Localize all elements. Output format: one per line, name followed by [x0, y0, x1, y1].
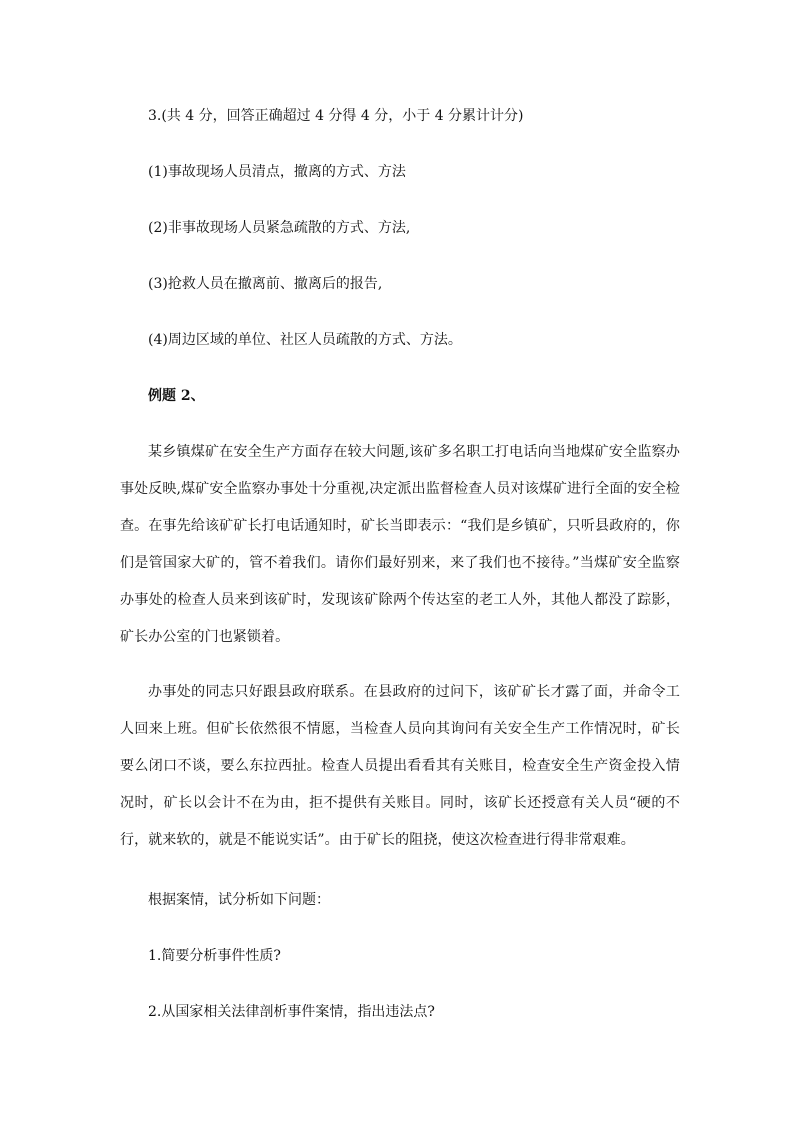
- case-paragraph-2: 办事处的同志只好跟县政府联系。在县政府的过问下，该矿矿长才露了面，并命令工人回来上班。但矿长依然很不情愿，当检查人员向其询问有关安全生产工作情况时，矿长要么闭口不谈，要么东拉西扯。检查人员提出看看其有关账目，检查安全生产资金投入情况时，矿长以会计不在为由，拒不提供有关账目。同时，该矿长还授意有关人员“硬的不行，就来软的，就是不能说实话”。由于矿长的阻挠，使这次检查进行得非常艰难。: [120, 684, 680, 848]
- q3-item-3: (3)抢救人员在撤离前、撤离后的报告,: [148, 276, 383, 292]
- question-2: 2.从国家相关法律剖析事件案情，指出违法点?: [148, 1004, 435, 1020]
- q3-item-2: (2)非事故现场人员紧急疏散的方式、方法,: [148, 220, 411, 236]
- analysis-prompt: 根据案情，试分析如下问题：: [148, 892, 330, 908]
- q3-item-4: (4)周边区域的单位、社区人员疏散的方式、方法。: [148, 332, 462, 348]
- question-1: 1.简要分析事件性质?: [148, 948, 281, 964]
- q3-item-1: (1)事故现场人员清点，撤离的方式、方法: [148, 164, 406, 180]
- case-paragraph-1: 某乡镇煤矿在安全生产方面存在较大问题,该矿多名职工打电话向当地煤矿安全监察办事处反映,煤矿安全监察办事处十分重视,决定派出监督检查人员对该煤矿进行全面的安全检查。在事先给该矿矿长打电话通知时，矿长当即表示：“我们是乡镇矿，只听县政府的，你们是管国家大矿的，管不着我们。请你们最好别来，来了我们也不接待。”当煤矿安全监察办事处的检查人员来到该矿时，发现该矿除两个传达室的老工人外，其他人都没了踪影，矿长办公室的门也紧锁着。: [120, 444, 680, 645]
- example-title: 例题 2、: [148, 388, 205, 404]
- question-3-header: 3.(共 4 分，回答正确超过 4 分得 4 分，小于 4 分累计计分): [148, 108, 524, 124]
